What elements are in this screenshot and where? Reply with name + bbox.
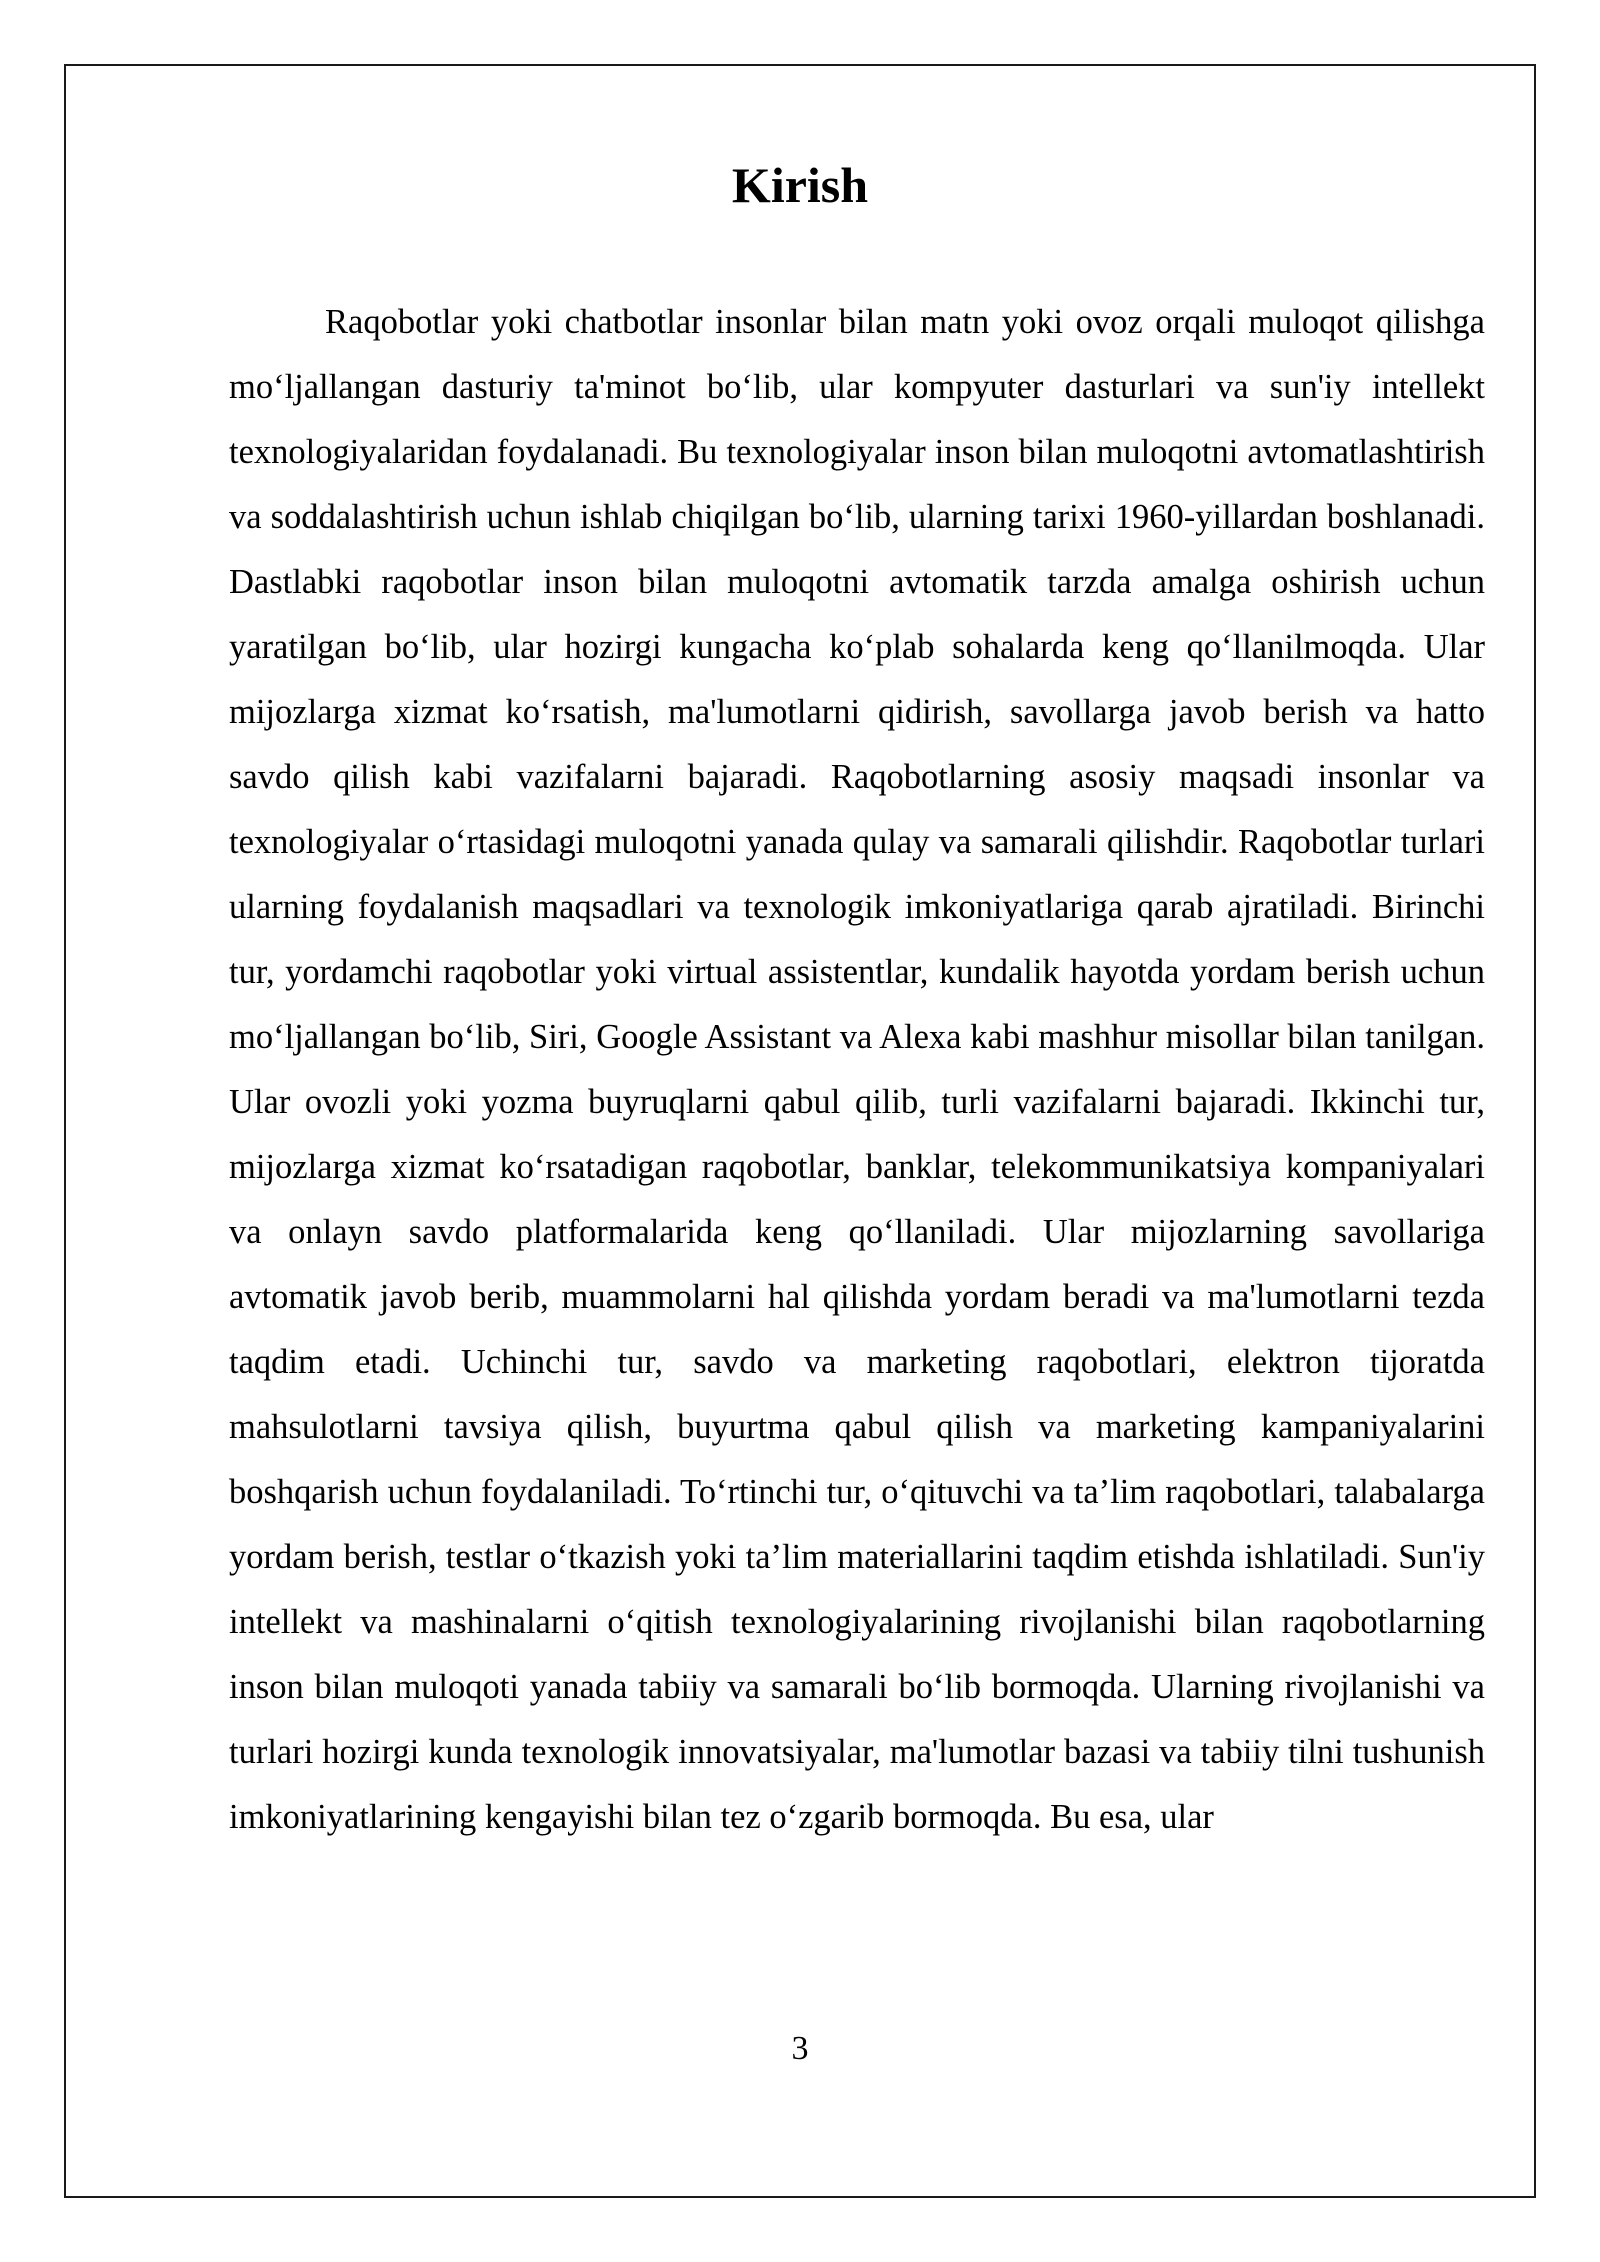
- page-number: 3: [791, 2030, 809, 2067]
- body-paragraph: Raqobotlar yoki chatbotlar insonlar bilan matn yoki ovoz orqali muloqot qilishga mo‘ljallangan dasturiy ta'minot bo‘lib, ular kompyuter dasturlari va sun'iy intellekt texnologiyalaridan foydalanadi. Bu texnologiyalar inson bilan muloqotni avtomatlashtirish va soddalashtirish uchun ishlab chiqilgan bo‘lib, ularning tarixi 1960-yillardan boshlanadi. Dastlabki raqobotlar inson bilan muloqotni avtomatik tarzda amalga oshirish uchun yaratilgan bo‘lib, ular hozirgi kungacha ko‘plab sohalarda keng qo‘llanilmoqda. Ular mijozlarga xizmat ko‘rsatish, ma'lumotlarni qidirish, savollarga javob berish va hatto savdo qilish kabi vazifalarni bajaradi. Raqobotlarning asosiy maqsadi insonlar va texnologiyalar o‘rtasidagi muloqotni yanada qulay va samarali qilishdir. Raqobotlar turlari ularning foydalanish maqsadlari va texnologik imkoniyatlariga qarab ajratiladi. Birinchi tur, yordamchi raqobotlar yoki virtual assistentlar, kundalik hayotda yordam berish uchun mo‘ljallangan bo‘lib, Siri, Google Assistant va Alexa kabi mashhur misollar bilan tanilgan. Ular ovozli yoki yozma buyruqlarni qabul qilib, turli vazifalarni bajaradi. Ikkinchi tur, mijozlarga xizmat ko‘rsatadigan raqobotlar, banklar, telekommunikatsiya kompaniyalari va onlayn savdo platformalarida keng qo‘llaniladi. Ular mijozlarning savollariga avtomatik javob berib, muammolarni hal qilishda yordam beradi va ma'lumotlarni tezda taqdim etadi. Uchinchi tur, savdo va marketing raqobotlari, elektron tijoratda mahsulotlarni tavsiya qilish, buyurtma qabul qilish va marketing kampaniyalarini boshqarish uchun foydalaniladi. To‘rtinchi tur, o‘qituvchi va ta’lim raqobotlari, talabalarga yordam berish, testlar o‘tkazish yoki ta’lim materiallarini taqdim etishda ishlatiladi. Sun'iy intellekt va mashinalarni o‘qitish texnologiyalarining rivojlanishi bilan raqobotlarning inson bilan muloqoti yanada tabiiy va samarali bo‘lib bormoqda. Ularning rivojlanishi va turlari hozirgi kunda texnologik innovatsiyalar, ma'lumotlar bazasi va tabiiy tilni tushunish imkoniyatlarining kengayishi bilan tez o‘zgarib bormoqda. Bu esa, ular: [229, 303, 1485, 1836]
- page-title: Kirish: [731, 157, 869, 213]
